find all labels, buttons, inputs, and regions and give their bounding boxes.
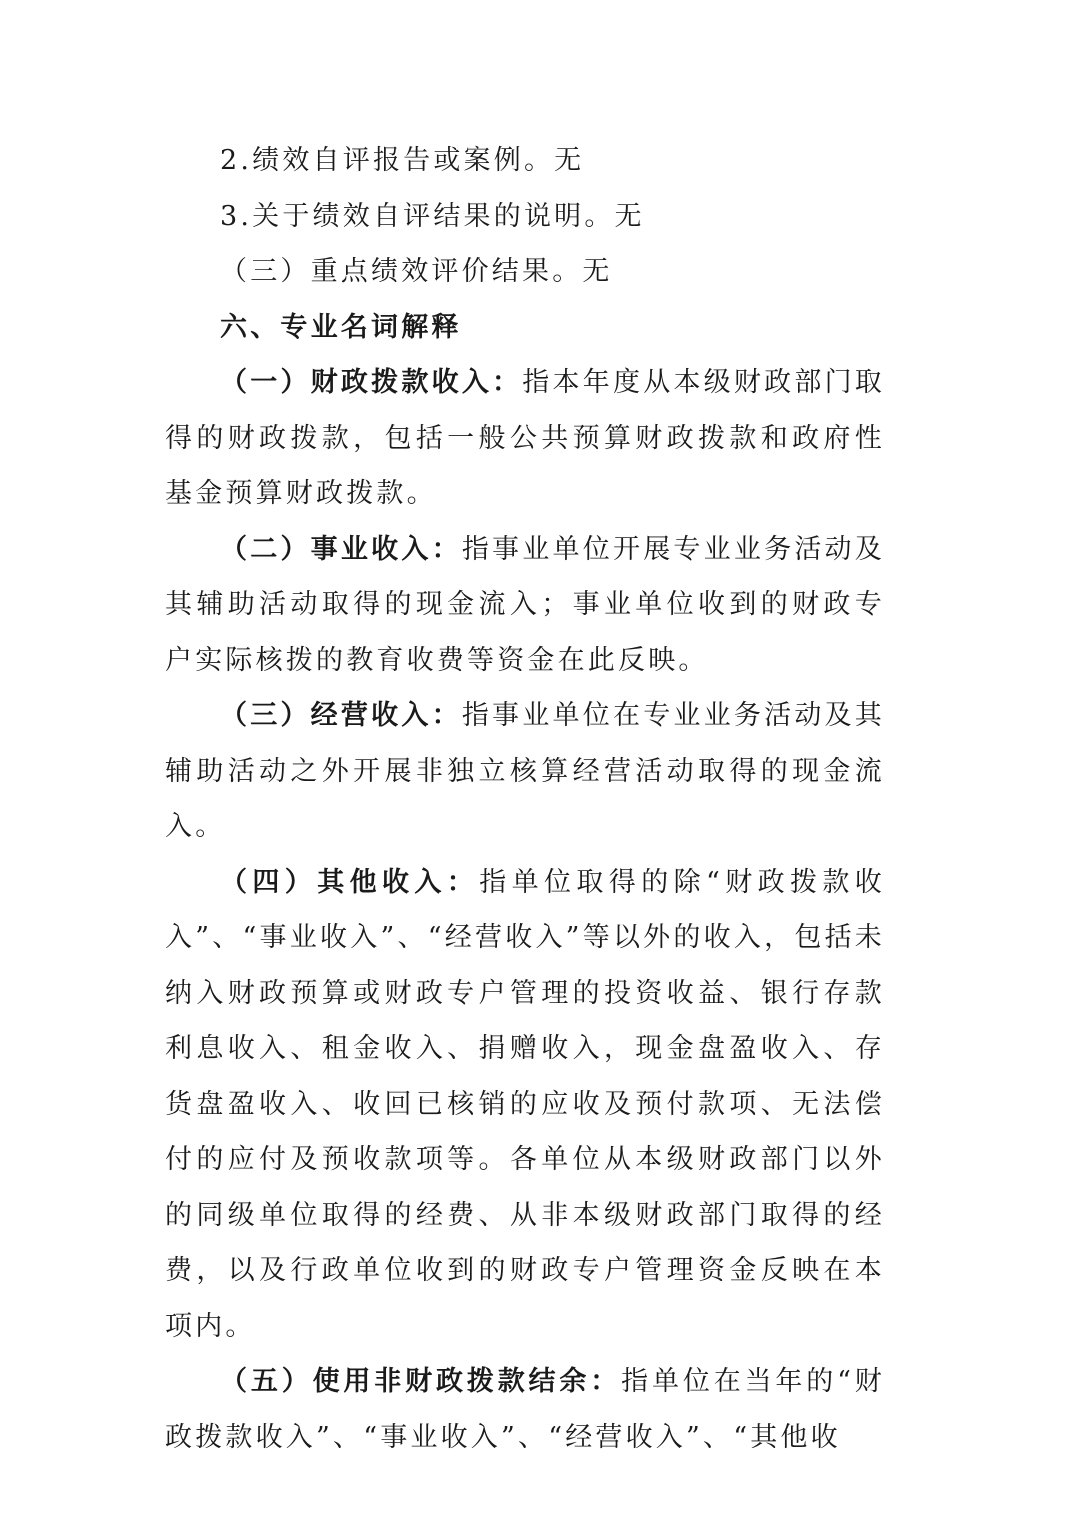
definition-term: （三）经营收入： bbox=[220, 700, 462, 731]
paragraph-text: 3.关于绩效自评结果的说明。无 bbox=[220, 200, 645, 232]
definition-operating-income bbox=[165, 688, 885, 855]
paragraph-key-evaluation-result bbox=[165, 244, 885, 300]
paragraph-self-evaluation-explanation bbox=[165, 189, 885, 245]
definition-text: 指事业单位在专业业务活动及其辅助活动之外开展非独立核算经营活动取得的现金流入。 bbox=[165, 700, 885, 842]
paragraph-self-evaluation-report bbox=[165, 133, 885, 189]
definition-non-fiscal-balance-use bbox=[165, 1354, 885, 1465]
definition-text: 指事业单位开展专业业务活动及其辅助活动取得的现金流入；事业单位收到的财政专户实际核拨的教育收费等资金在此反映。 bbox=[165, 533, 885, 676]
definition-term: （一）财政拨款收入： bbox=[220, 367, 523, 398]
definition-text: 指单位在当年的“财政拨款收入”、“事业收入”、“经营收入”、“其他收 bbox=[165, 1366, 885, 1453]
paragraph-text: （三）重点绩效评价结果。无 bbox=[220, 256, 613, 287]
section-heading-glossary bbox=[165, 300, 885, 356]
definition-business-income bbox=[165, 522, 885, 689]
definition-term: （二）事业收入： bbox=[220, 533, 462, 565]
definition-term: （五）使用非财政拨款结余： bbox=[220, 1366, 622, 1397]
definition-other-income bbox=[165, 855, 885, 1355]
definition-term: （四）其他收入： bbox=[220, 866, 480, 898]
section-heading-text: 六、专业名词解释 bbox=[220, 311, 462, 343]
definition-fiscal-appropriation-income bbox=[165, 355, 885, 522]
paragraph-text: 2.绩效自评报告或案例。无 bbox=[220, 145, 585, 176]
definition-text: 指单位取得的除“财政拨款收入”、“事业收入”、“经营收入”等以外的收入，包括未纳入财政预算或财政专户管理的投资收益、银行存款利息收入、租金收入、捐赠收入，现金盘盈收入、存货盘盈收入、收回已核销的应收及预付款项、无法偿付的应付及预收款项等。各单位从本级财政部门以外的同级单位取得的经费、从非本级财政部门取得的经费，以及行政单位收到的财政专户管理资金反映在本项内。 bbox=[165, 866, 885, 1342]
body-text bbox=[165, 133, 885, 1465]
definition-text: 指本年度从本级财政部门取得的财政拨款，包括一般公共预算财政拨款和政府性基金预算财政拨款。 bbox=[165, 367, 886, 509]
